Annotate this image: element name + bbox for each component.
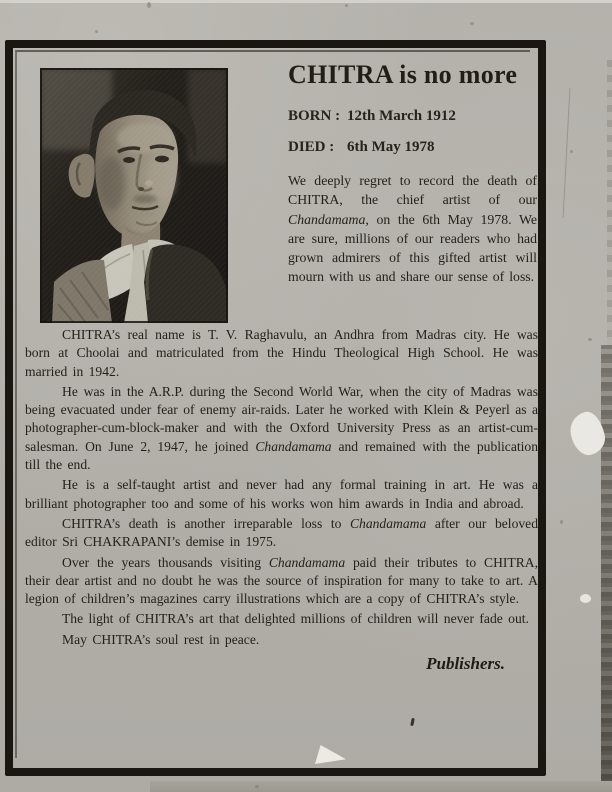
scan-bottom-shadow [150,781,612,792]
paragraph-tributes: Over the years thousands visiting Chandamama paid their tributes to CHITRA, their dear artist and no doubt he was the source of inspiration for many to take to art. A legion of children’s magazines carry illustrations which are a copy of CHITRA’s style. [25,554,538,607]
paper-speck [95,30,98,33]
portrait-illustration [40,68,228,323]
paragraph-career: He was in the A.R.P. during the Second World War, when the city of Madras was being evacuated under fear of enemy air-raids. Later he worked with Klein & Peyerl as a photographer-cum-block-maker and with the Oxford University Press as an artist-cum-salesman. On June 2, 1947, he joined Chandamama and remained with the publication till the end. [25,383,539,473]
paper-speck [470,22,474,25]
obituary-title: CHITRA is no more [288,60,518,89]
scan-top-edge [0,0,612,3]
paragraph-loss: CHITRA’s death is another irreparable loss to Chandamama after our beloved editor Sri CHAKRAPANI’s demise in 1975. [25,515,538,550]
paper-speck [560,520,563,524]
obituary-header-column [288,60,537,287]
publishers-signature: Publishers. [426,654,505,674]
paragraph-light: The light of CHITRA’s art that delighted millions of children will never fade out. [62,611,529,627]
scan-scratch-line [563,88,571,218]
obituary-body [25,326,538,674]
intro-paragraph: We deeply regret to record the death of CHITRA, the chief artist of our Chandamama, on the 6th May 1978. We are sure, millions of our readers who had grown admirers of this gifted artist will mourn with us and share our sense of loss. [288,173,537,285]
obituary-frame [5,40,546,776]
died-value: 6th May 1978 [347,139,435,155]
paper-speck [345,4,348,7]
chitra-portrait-photo [40,68,228,323]
died-label: DIED : [288,139,335,155]
paper-speck [255,785,259,788]
died-row [288,138,537,156]
paper-defect-dot [580,594,591,603]
scan-gutter-speckle [607,60,612,345]
paragraph-self-taught: He is a self-taught artist and never had any formal training in art. He was a brilliant photographer too and some of his works won him awards in India and abroad. [25,477,538,511]
paper-speck [570,150,573,153]
born-label: BORN : [288,108,341,124]
scan-gutter-shadow [601,345,612,792]
paragraph-rest-in-peace: May CHITRA’s soul rest in peace. [62,631,260,647]
born-row [288,107,537,125]
paper-speck [588,338,592,341]
born-value: 12th March 1912 [347,108,456,124]
paragraph-real-name: CHITRA’s real name is T. V. Raghavulu, an Andhra from Madras city. He was born at Choolai and matriculated from the Hindu Theological High School. He was married in 1942. [25,327,538,379]
paper-speck [147,2,151,8]
